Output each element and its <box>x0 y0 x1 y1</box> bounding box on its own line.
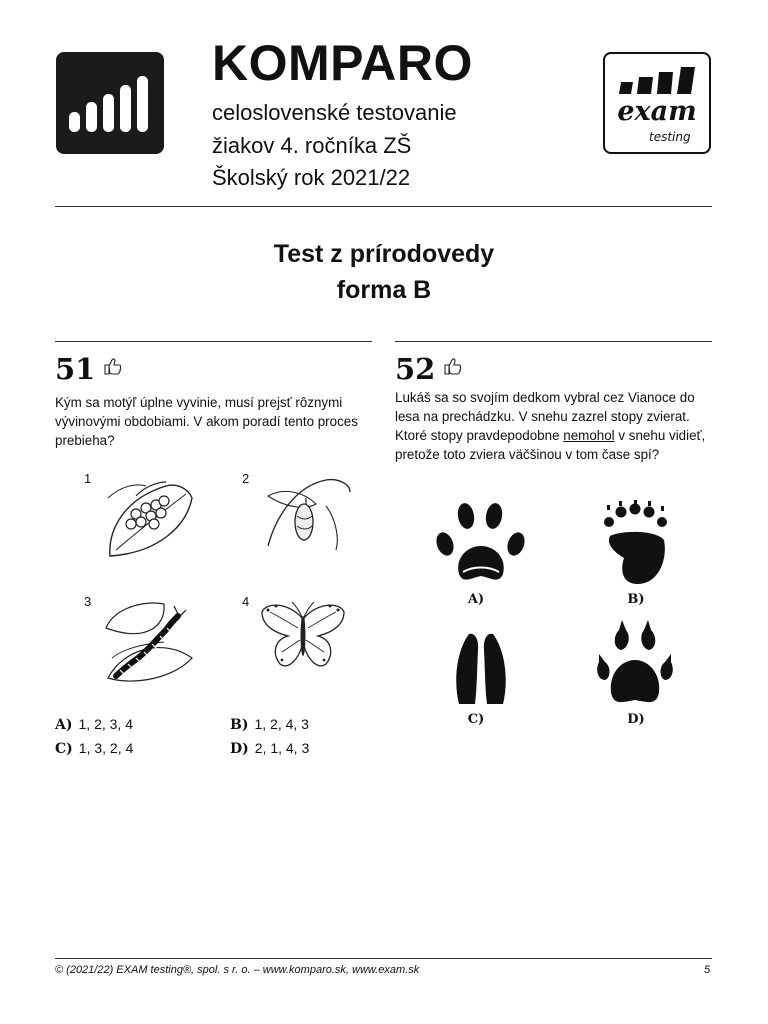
butterfly-eggs-image <box>106 478 194 560</box>
page-number: 5 <box>704 964 711 976</box>
exam-testing-logo <box>603 52 711 154</box>
testing-word: testing <box>649 130 691 144</box>
test-title: Test z prírodovedy <box>273 240 495 268</box>
subtitle-line-2: žiakov 4. ročníka ZŠ <box>212 133 412 158</box>
track-d-dog-paw-icon <box>595 614 675 710</box>
komparo-logo <box>56 52 164 154</box>
exam-word: exam <box>617 96 697 127</box>
track-c-hoof-icon <box>453 630 509 708</box>
answer-text: 1, 3, 2, 4 <box>78 740 134 756</box>
butterfly-image <box>258 598 348 680</box>
track-b-bear-paw-icon <box>602 500 670 586</box>
test-form: forma B <box>336 276 432 304</box>
exam-bars-icon <box>617 64 701 96</box>
q51-answer-a[interactable] <box>55 716 133 733</box>
q52-text <box>395 388 720 464</box>
track-b-label[interactable]: B) <box>627 592 645 607</box>
image-label-2: 2 <box>242 471 250 486</box>
caterpillar-image <box>104 598 194 686</box>
thumbs-up-icon <box>442 356 462 376</box>
track-a-paw-icon <box>433 496 529 586</box>
q51-answer-b[interactable] <box>230 716 309 733</box>
q51-divider <box>55 341 372 342</box>
track-d-label[interactable]: D) <box>627 712 645 727</box>
q52-text-after: v snehu vidieť, pretože toto zviera väčšinou v tom čase spí? <box>395 428 706 462</box>
q51-text: Kým sa motýľ úplne vyvinie, musí prejsť rôznymi vývinovými obdobiami. V akom poradí tento proces prebieha? <box>55 395 358 448</box>
track-c-label[interactable]: C) <box>467 712 485 727</box>
q51-number: 51 <box>55 352 96 386</box>
answer-text: 2, 1, 4, 3 <box>254 740 310 756</box>
answer-text: 1, 2, 4, 3 <box>254 716 309 732</box>
footer-text: © (2021/22) EXAM testing®, spol. s r. o. – www.komparo.sk, www.exam.sk <box>55 964 420 976</box>
track-a-label[interactable]: A) <box>467 592 485 607</box>
answer-letter: A) <box>55 717 73 733</box>
answer-letter: D) <box>230 741 249 757</box>
q52-text-underlined: nemohol <box>563 428 615 443</box>
q52-number: 52 <box>395 352 436 386</box>
brand-title: KOMPARO <box>212 35 473 91</box>
q52-text-before: Lukáš sa so svojím dedkom vybral cez Vianoce do lesa na prechádzku. V snehu zazrel stopy zvierat. Ktoré stopy pravdepodobne <box>395 390 695 443</box>
bars-logo-icon <box>56 52 164 154</box>
answer-letter: B) <box>230 717 249 733</box>
q51-answer-c[interactable] <box>55 740 133 757</box>
image-label-1: 1 <box>84 471 92 486</box>
chrysalis-image <box>266 476 352 552</box>
answer-letter: C) <box>55 741 73 757</box>
q52-divider <box>395 341 712 342</box>
thumbs-up-icon <box>102 356 122 376</box>
footer-divider <box>55 958 712 959</box>
image-label-4: 4 <box>242 594 250 609</box>
header-divider <box>55 206 712 207</box>
answer-text: 1, 2, 3, 4 <box>78 716 133 732</box>
subtitle-line-3: Školský rok 2021/22 <box>212 165 411 190</box>
q51-answer-d[interactable] <box>230 740 309 757</box>
subtitle-line-1: celoslovenské testovanie <box>212 100 457 125</box>
image-label-3: 3 <box>84 594 92 609</box>
